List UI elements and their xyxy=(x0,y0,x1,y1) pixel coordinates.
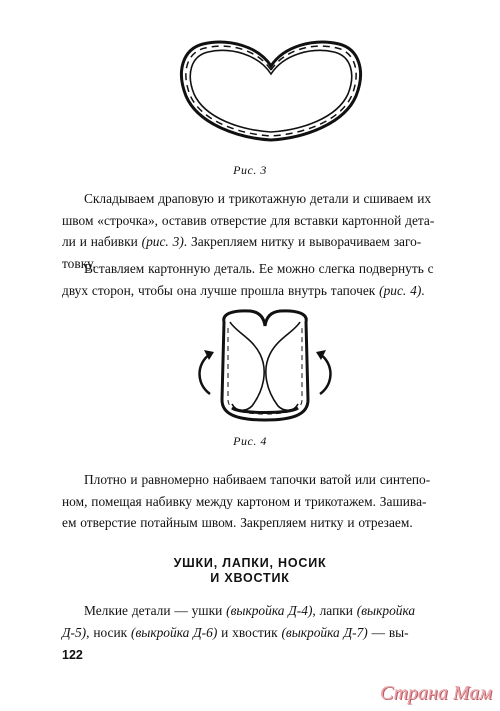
figure-3-caption: Рис. 3 xyxy=(233,163,267,177)
pattern-reference: (выкройка Д-7) xyxy=(281,624,368,640)
pattern-reference: (выкройка Д-4) xyxy=(226,603,313,618)
figure-3-illustration xyxy=(178,36,364,146)
heart-inner-outline xyxy=(190,50,351,132)
paragraph-4 xyxy=(62,600,462,643)
text-run: . Закрепляем нитку и выворачиваем заго- xyxy=(183,234,422,249)
slipper-stitch-line xyxy=(228,328,302,414)
section-heading-line-2: И ХВОСТИК xyxy=(210,571,290,585)
text-run: , лапки xyxy=(312,603,357,618)
paragraph-3-line-1: Плотно и равномерно набиваем тапочки ватой или синтепо- xyxy=(84,472,431,487)
paragraph-4-line-2 xyxy=(62,622,462,644)
paragraph-3 xyxy=(62,469,462,534)
figure-4-reference: (рис. 4) xyxy=(379,282,422,298)
slipper-cardboard-right xyxy=(266,322,300,410)
text-run: двух сторон, чтобы она лучше прошла внутрь тапочек xyxy=(62,282,380,298)
paragraph-1-line-2: швом «строчка», оставив отверстие для вставки картонной дета- xyxy=(62,212,435,228)
paragraph-1-line-1: Складываем драповую и трикотажную детали и сшиваем их xyxy=(84,191,432,206)
right-rotate-arrow-icon xyxy=(320,354,331,394)
paragraph-4-line-1 xyxy=(62,600,462,622)
page-number: 122 xyxy=(62,648,83,662)
figure-4-caption: Рис. 4 xyxy=(233,434,267,448)
figure-3-reference: (рис. 3) xyxy=(141,234,184,249)
paragraph-2-line-2 xyxy=(62,280,462,302)
section-heading-line-1: УШКИ, ЛАПКИ, НОСИК xyxy=(173,556,327,570)
text-run: Мелкие детали — ушки xyxy=(84,603,227,618)
pattern-reference: (выкройка xyxy=(356,603,416,618)
watermark-logo: Страна Мам xyxy=(379,682,492,704)
text-run: — вы- xyxy=(367,624,409,640)
pattern-reference: Д-5) xyxy=(62,624,87,640)
slipper-cardboard-left xyxy=(230,322,264,410)
text-run: ли и набивки xyxy=(62,234,142,249)
text-run: . xyxy=(421,282,425,298)
paragraph-3-line-3: ем отверстие потайным швом. Закрепляем нитку и отрезаем. xyxy=(62,515,413,530)
left-rotate-arrow-icon xyxy=(200,354,211,394)
paragraph-3-line-2: ном, помещая набивку между картоном и трикотажем. Зашива- xyxy=(62,493,427,509)
paragraph-1-line-3 xyxy=(62,231,462,253)
pattern-reference: (выкройка Д-6) xyxy=(131,624,218,640)
paragraph-2 xyxy=(62,258,462,301)
text-run: и хвостик xyxy=(217,624,282,640)
text-run: , носик xyxy=(86,624,131,640)
paragraph-1-line-4: товку. xyxy=(62,255,96,271)
paragraph-2-line-1: Вставляем картонную деталь. Ее можно слегка подвернуть с xyxy=(84,261,434,276)
figure-4-illustration xyxy=(190,308,340,426)
heart-outer-outline xyxy=(181,42,360,140)
section-heading xyxy=(0,556,500,586)
